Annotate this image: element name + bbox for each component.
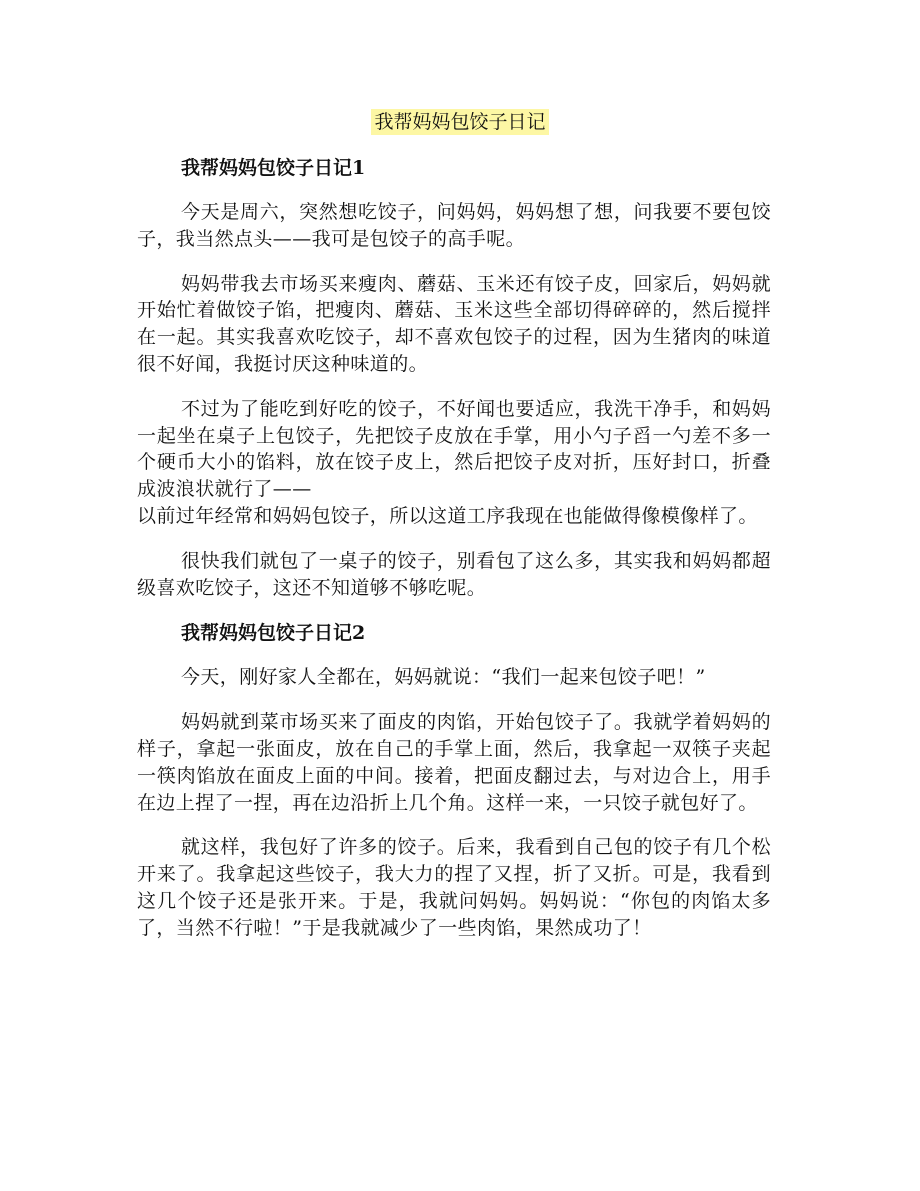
paragraph: 今天，刚好家人全都在，妈妈就说：“我们一起来包饺子吧！”: [181, 666, 706, 689]
paragraph: 妈妈就到菜市场买来了面皮的肉馅，开始包饺子了。我就学着妈妈的样子，拿起一张面皮，放在自己的手掌上面，然后，我拿起一双筷子夹起一筷肉馅放在面皮上面的中间。接着，把面皮翻过去，与对边合上，用手在边上捏了一捏，再在边沿折上几个角。这样一来，一只饺子就包好了。: [137, 711, 771, 814]
section-heading-1: 我帮妈妈包饺子日记1: [181, 157, 366, 179]
paragraph: 以前过年经常和妈妈包饺子，所以这道工序我现在也能做得像模像样了。: [137, 504, 758, 527]
document-title: [0, 108, 920, 136]
paragraph: 很快我们就包了一桌子的饺子，别看包了这么多，其实我和妈妈都超级喜欢吃饺子，这还不知道够不够吃呢。: [137, 549, 771, 599]
paragraph: 不过为了能吃到好吃的饺子，不好闻也要适应，我洗干净手，和妈妈一起坐在桌子上包饺子，先把饺子皮放在手掌，用小勺子舀一勺差不多一个硬币大小的馅料，放在饺子皮上，然后把饺子皮对折，压好封口，折叠成波浪状就行了——: [137, 397, 771, 501]
paragraph: 妈妈带我去市场买来瘦肉、蘑菇、玉米还有饺子皮，回家后，妈妈就开始忙着做饺子馅，把瘦肉、蘑菇、玉米这些全部切得碎碎的，然后搅拌在一起。其实我喜欢吃饺子，却不喜欢包饺子的过程，因为生猪肉的味道很不好闻，我挺讨厌这种味道的。: [137, 272, 771, 375]
document-body: [137, 154, 771, 960]
section-heading-2: 我帮妈妈包饺子日记2: [181, 622, 366, 645]
document-title-text: 我帮妈妈包饺子日记: [371, 109, 548, 135]
paragraph: 今天是周六，突然想吃饺子，问妈妈，妈妈想了想，问我要不要包饺子，我当然点头——我可是包饺子的高手呢。: [137, 201, 771, 250]
paragraph: 就这样，我包好了许多的饺子。后来，我看到自己包的饺子有几个松开来了。我拿起这些饺子，我大力的捏了又捏，折了又折。可是，我看到这几个饺子还是张开来。于是，我就问妈妈。妈妈说：“你包的肉馅太多了，当然不行啦！”于是我就减少了一些肉馅，果然成功了！: [137, 836, 771, 939]
